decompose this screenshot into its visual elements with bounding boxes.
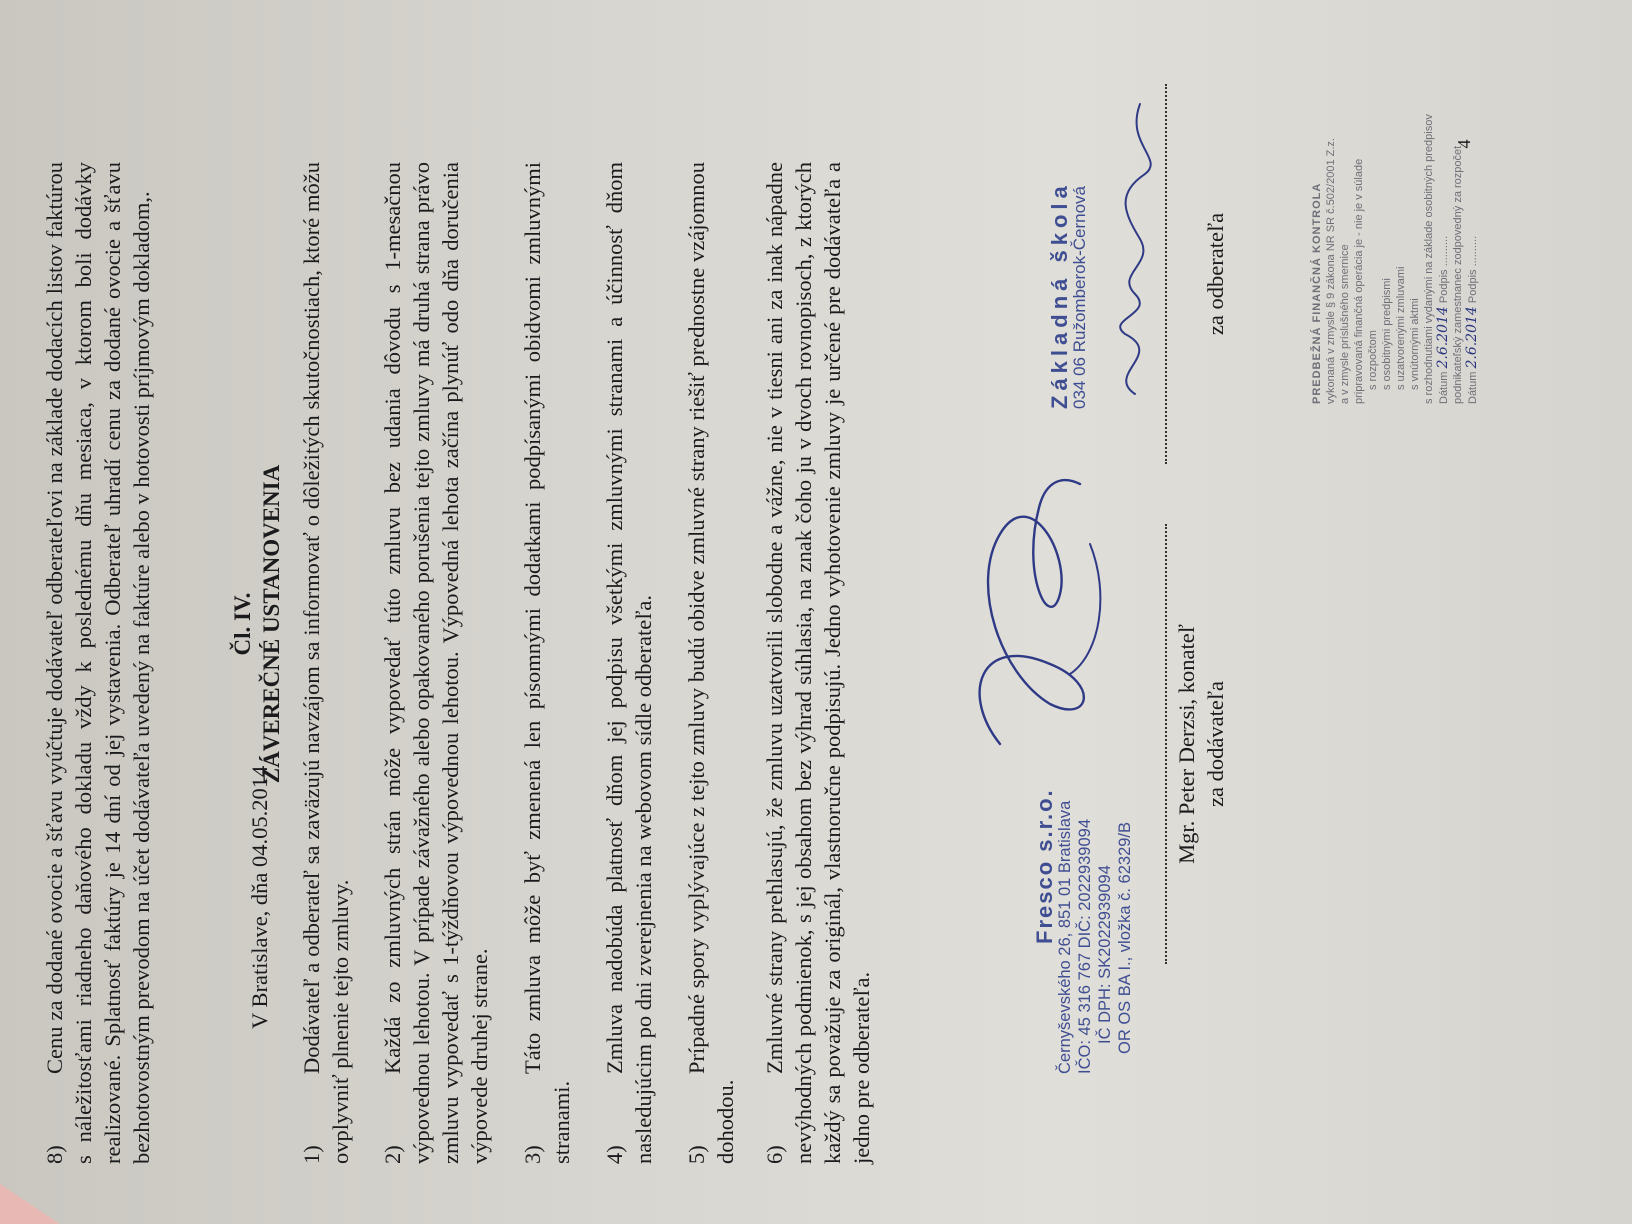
- control-line3: pripravovaná finančná operácia je - nie je v súlade: [1353, 158, 1365, 404]
- control-date-2: 2.6.2014: [1464, 306, 1480, 369]
- clause-5: [682, 162, 740, 1164]
- clause-4-number: 4): [602, 1145, 627, 1164]
- section-8: [40, 162, 156, 1164]
- control-line11: podnikateľský zamestnanec zodpovedný za rozpočet: [1452, 145, 1464, 404]
- clause-5-number: 5): [684, 1145, 709, 1164]
- control-date-label-1: Dátum: [1438, 371, 1450, 404]
- buyer-signer-role: za odberateľa: [1203, 212, 1228, 336]
- supplier-signature: [940, 464, 1140, 784]
- supplier-signer-role: za dodávateľa: [1203, 681, 1228, 807]
- supplier-stamp-line3: IČ DPH: SK2022939094: [1096, 865, 1114, 1044]
- clause-1: [297, 162, 355, 1164]
- control-date-label-2: Dátum: [1467, 371, 1479, 404]
- buyer-signature: [1095, 84, 1185, 414]
- clause-3-text: Táto zmluva môže byť zmenená len písomnými dodatkami podpísanými obidvomi zmluvnými stranami.: [520, 162, 574, 1164]
- article-number: Čl. IV.: [230, 592, 255, 656]
- clause-3: [518, 162, 576, 1164]
- control-line1: vykonaná v zmysle § 9 zákona NR SR č.502/2001 Z.z.: [1325, 138, 1337, 404]
- supplier-stamp-line2: IČO: 45 316 767 DIČ: 2022939094: [1076, 818, 1094, 1074]
- control-line2: a v zmysle príslušného smernice: [1339, 244, 1351, 404]
- clause-5-text: Prípadné spory vyplývajúce z tejto zmluvy budú obidve zmluvné strany riešiť prednostne vzájomnou dohodou.: [684, 162, 738, 1164]
- clause-1-number: 1): [299, 1145, 324, 1164]
- supplier-stamp-name: Fresco s.r.o.: [1032, 788, 1057, 944]
- article-title: ZÁVEREČNÉ USTANOVENIA: [259, 464, 284, 784]
- clause-1-text: Dodávateľ a odberateľ sa zaväzujú navzájom sa informovať o dôležitých skutočnostiach, ktoré môžu ovplyvniť plnenie tejto zmluvy.: [299, 162, 353, 1164]
- control-line6: s uzatvorenými zmluvami: [1395, 266, 1407, 390]
- supplier-signature-line: [1165, 524, 1167, 964]
- clause-2: [378, 162, 494, 1164]
- supplier-signer-name: Mgr. Peter Derzsi, konateľ: [1174, 624, 1199, 864]
- buyer-stamp-name: Základná škola: [1047, 181, 1072, 409]
- buyer-stamp: [1047, 89, 1090, 409]
- supplier-stamp-line4: OR OS BA I., vložka č. 62329/B: [1116, 821, 1134, 1054]
- financial-control-stamp: [1310, 64, 1480, 404]
- control-date-row-1: Dátum 2.6.2014 Podpis ..........: [1435, 235, 1451, 404]
- section-8-text: Cenu za dodané ovocie a šťavu vyúčtuje dodávateľ odberateľovi na základe dodacích listov faktúrou s náležitosťami riadneho daňového dokladu vždy k poslednému dňu mesiaca, v ktorom boli dodávky realizované. Splatnosť faktúry je 14 dní od jej vystavenia. Odberateľ uhradí cenu za dodané ovocie a šťavu bezhotovostným prevodom na účet dodávateľa uvedený na faktúre alebo v hotovosti príjmovým dokladom,.: [42, 162, 154, 1164]
- clause-4: [600, 162, 658, 1164]
- control-line8: s rozhodnutiami vydanými na základe osobitných predpisov: [1423, 114, 1435, 404]
- control-line7: s vnútornými aktmi: [1409, 298, 1421, 390]
- control-sign-label-1: Podpis: [1438, 269, 1450, 304]
- control-line5: s osobitnými predpismi: [1381, 278, 1393, 390]
- control-line4: s rozpočtom: [1367, 330, 1379, 390]
- supplier-stamp-line1: Černyševského 26, 851 01 Bratislava: [1056, 800, 1074, 1074]
- clause-2-text: Každá zo zmluvných strán môže vypovedať túto zmluvu bez udania dôvodu s 1-mesačnou výpovednou lehotou. V prípade závažného alebo opakovaného porušenia tejto zmluvy má druhá strana právo zmluvu vypovedať s 1-týždňovou výpovednou lehotou. Výpovedná lehota začína plynúť odo dňa doručenia výpovede druhej strane.: [380, 162, 492, 1164]
- control-date-row-2: Dátum 2.6.2014 Podpis ..........: [1464, 235, 1480, 404]
- place-date: V Bratislave, dňa 04.05.2014: [247, 765, 272, 1029]
- page-number: 4: [1454, 139, 1474, 149]
- clause-6: [760, 162, 876, 1164]
- control-date-1: 2.6.2014: [1435, 306, 1451, 369]
- clause-2-number: 2): [380, 1145, 405, 1164]
- buyer-stamp-address: 034 06 Ružomberok-Černová: [1070, 185, 1089, 409]
- clause-3-number: 3): [520, 1145, 545, 1164]
- buyer-signature-line: [1165, 84, 1167, 464]
- clause-6-number: 6): [762, 1145, 787, 1164]
- control-title: PREDBEŽNÁ FINANČNÁ KONTROLA: [1311, 182, 1323, 404]
- control-sign-label-2: Podpis: [1467, 269, 1479, 304]
- clause-4-text: Zmluva nadobúda platnosť dňom jej podpisu všetkými zmluvnými stranami a účinnosť dňom nasledujúcim po dni zverejnenia na webovom sídle odberateľa.: [602, 162, 656, 1164]
- section-8-number: 8): [42, 1145, 67, 1164]
- clause-6-text: Zmluvné strany prehlasujú, že zmluvu uzatvorili slobodne a vážne, nie v tiesni ani za inak nápadne nevýhodných podmienok, s jej obsahom bez výhrad súhlasia, na znak čoho ju v dvoch rovnopisoch, z ktorých každý sa považuje za originál, vlastnoručne podpisujú. Jedno vyhotovenie zmluvy je určené pre dodávateľa a jedno pre odberateľa.: [762, 162, 874, 1164]
